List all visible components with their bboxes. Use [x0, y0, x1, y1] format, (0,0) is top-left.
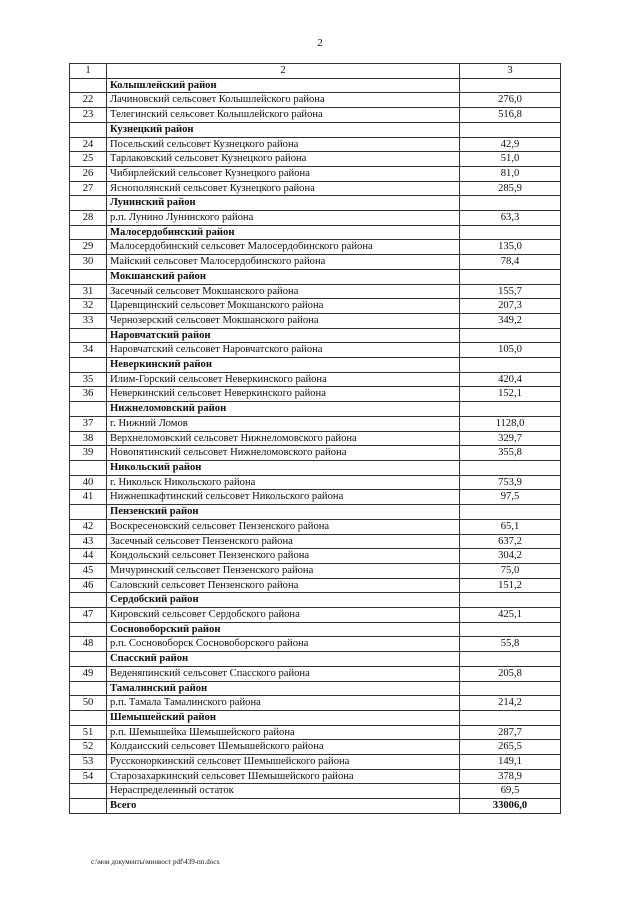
- amount-cell: [460, 505, 561, 520]
- row-number-cell: 29: [70, 240, 107, 255]
- row-number-cell: 54: [70, 769, 107, 784]
- header-cell-name: 2: [107, 64, 460, 79]
- row-number-cell: 24: [70, 137, 107, 152]
- settlement-name-cell: г. Никольск Никольского района: [107, 475, 460, 490]
- settlement-name-cell: Телегинский сельсовет Колышлейского района: [107, 108, 460, 123]
- table-row: [70, 299, 561, 314]
- table-row: [70, 755, 561, 770]
- row-number-cell: 40: [70, 475, 107, 490]
- amount-cell: 329,7: [460, 431, 561, 446]
- table-row: [70, 446, 561, 461]
- district-header-row: [70, 358, 561, 373]
- amount-cell: 355,8: [460, 446, 561, 461]
- table-row: [70, 475, 561, 490]
- row-number-cell: 52: [70, 740, 107, 755]
- row-number-cell: 44: [70, 549, 107, 564]
- amount-cell: 753,9: [460, 475, 561, 490]
- amount-cell: 420,4: [460, 372, 561, 387]
- row-number-cell: 22: [70, 93, 107, 108]
- table-row: [70, 284, 561, 299]
- settlement-name-cell: Засечный сельсовет Мокшанского района: [107, 284, 460, 299]
- total-row: [70, 799, 561, 814]
- table-row: [70, 313, 561, 328]
- settlement-name-cell: Кондольский сельсовет Пензенского района: [107, 549, 460, 564]
- table-row: [70, 211, 561, 226]
- district-header-row: [70, 328, 561, 343]
- table-row: [70, 372, 561, 387]
- table-row: [70, 549, 561, 564]
- district-name-cell: Шемышейский район: [107, 710, 460, 725]
- row-number-cell: 30: [70, 255, 107, 270]
- amount-cell: [460, 681, 561, 696]
- table-row: [70, 563, 561, 578]
- amount-cell: [460, 460, 561, 475]
- district-name-cell: Сосновоборский район: [107, 622, 460, 637]
- row-number-cell: 43: [70, 534, 107, 549]
- amount-cell: 97,5: [460, 490, 561, 505]
- district-header-row: [70, 622, 561, 637]
- table-row: [70, 137, 561, 152]
- district-header-row: [70, 269, 561, 284]
- amount-cell: [460, 78, 561, 93]
- amount-cell: 81,0: [460, 166, 561, 181]
- allocation-table-container: [69, 63, 560, 814]
- amount-cell: 637,2: [460, 534, 561, 549]
- settlement-name-cell: Майский сельсовет Малосердобинского района: [107, 255, 460, 270]
- district-header-row: [70, 710, 561, 725]
- row-number-cell: [70, 505, 107, 520]
- settlement-name-cell: Воскресеновский сельсовет Пензенского района: [107, 519, 460, 534]
- amount-cell: 42,9: [460, 137, 561, 152]
- footer-file-path: c:\мои документы\минвост pdf\439-пп.docx: [91, 858, 220, 866]
- amount-cell: 516,8: [460, 108, 561, 123]
- amount-cell: 105,0: [460, 343, 561, 358]
- amount-cell: 207,3: [460, 299, 561, 314]
- settlement-name-cell: г. Нижний Ломов: [107, 416, 460, 431]
- row-number-cell: 33: [70, 313, 107, 328]
- table-row: [70, 152, 561, 167]
- row-number-cell: 53: [70, 755, 107, 770]
- settlement-name-cell: Новопятинский сельсовет Нижнеломовского района: [107, 446, 460, 461]
- row-number-cell: 45: [70, 563, 107, 578]
- row-number-cell: [70, 196, 107, 211]
- row-number-cell: 34: [70, 343, 107, 358]
- settlement-name-cell: Верхнеломовский сельсовет Нижнеломовского района: [107, 431, 460, 446]
- amount-cell: 149,1: [460, 755, 561, 770]
- district-header-row: [70, 460, 561, 475]
- row-number-cell: 47: [70, 608, 107, 623]
- amount-cell: 1128,0: [460, 416, 561, 431]
- settlement-name-cell: р.п. Сосновоборск Сосновоборского района: [107, 637, 460, 652]
- settlement-name-cell: Саловский сельсовет Пензенского района: [107, 578, 460, 593]
- settlement-name-cell: Царевщинский сельсовет Мокшанского района: [107, 299, 460, 314]
- row-number-cell: [70, 710, 107, 725]
- row-number-cell: 35: [70, 372, 107, 387]
- amount-cell: [460, 225, 561, 240]
- row-number-cell: 25: [70, 152, 107, 167]
- row-number-cell: 23: [70, 108, 107, 123]
- table-row: [70, 769, 561, 784]
- row-number-cell: 27: [70, 181, 107, 196]
- row-number-cell: 46: [70, 578, 107, 593]
- amount-cell: [460, 269, 561, 284]
- amount-cell: [460, 593, 561, 608]
- row-number-cell: 28: [70, 211, 107, 226]
- district-name-cell: Малосердобинский район: [107, 225, 460, 240]
- amount-cell: 75,0: [460, 563, 561, 578]
- table-body: [70, 78, 561, 813]
- district-name-cell: Наровчатский район: [107, 328, 460, 343]
- table-row: [70, 181, 561, 196]
- table-row: [70, 637, 561, 652]
- settlement-name-cell: Руссконоркинский сельсовет Шемышейского района: [107, 755, 460, 770]
- table-row: [70, 696, 561, 711]
- amount-cell: 349,2: [460, 313, 561, 328]
- row-number-cell: [70, 328, 107, 343]
- table-row: [70, 240, 561, 255]
- amount-cell: [460, 358, 561, 373]
- amount-cell: 155,7: [460, 284, 561, 299]
- amount-cell: [460, 622, 561, 637]
- settlement-name-cell: Нижнешкафтинский сельсовет Никольского района: [107, 490, 460, 505]
- table-row: [70, 740, 561, 755]
- amount-cell: 55,8: [460, 637, 561, 652]
- settlement-name-cell: р.п. Тамала Тамалинского района: [107, 696, 460, 711]
- row-number-cell: 50: [70, 696, 107, 711]
- row-number-cell: [70, 652, 107, 667]
- row-number-cell: [70, 402, 107, 417]
- district-name-cell: Пензенский район: [107, 505, 460, 520]
- table-row: [70, 666, 561, 681]
- table-row: [70, 343, 561, 358]
- district-name-cell: Тамалинский район: [107, 681, 460, 696]
- district-name-cell: Никольский район: [107, 460, 460, 475]
- row-number-cell: 49: [70, 666, 107, 681]
- row-number-cell: [70, 460, 107, 475]
- settlement-name-cell: Тарлаковский сельсовет Кузнецкого района: [107, 152, 460, 167]
- row-number-cell: 51: [70, 725, 107, 740]
- amount-cell: 214,2: [460, 696, 561, 711]
- settlement-name-cell: Наровчатский сельсовет Наровчатского района: [107, 343, 460, 358]
- allocation-table: [69, 63, 561, 814]
- row-number-cell: 26: [70, 166, 107, 181]
- row-number-cell: [70, 78, 107, 93]
- row-number-cell: [70, 225, 107, 240]
- amount-cell: 63,3: [460, 211, 561, 226]
- settlement-name-cell: Илим-Горский сельсовет Неверкинского района: [107, 372, 460, 387]
- settlement-name-cell: Посельский сельсовет Кузнецкого района: [107, 137, 460, 152]
- table-row: [70, 93, 561, 108]
- table-row: [70, 725, 561, 740]
- district-header-row: [70, 593, 561, 608]
- amount-cell: 78,4: [460, 255, 561, 270]
- district-name-cell: Спасский район: [107, 652, 460, 667]
- row-number-cell: 37: [70, 416, 107, 431]
- district-name-cell: Колышлейский район: [107, 78, 460, 93]
- amount-cell: 65,1: [460, 519, 561, 534]
- row-number-cell: 32: [70, 299, 107, 314]
- row-number-cell: 31: [70, 284, 107, 299]
- amount-cell: 33006,0: [460, 799, 561, 814]
- header-cell-number: 1: [70, 64, 107, 79]
- row-number-cell: 48: [70, 637, 107, 652]
- amount-cell: 151,2: [460, 578, 561, 593]
- amount-cell: [460, 122, 561, 137]
- amount-cell: 378,9: [460, 769, 561, 784]
- header-cell-value: 3: [460, 64, 561, 79]
- table-row: [70, 166, 561, 181]
- page-number: 2: [317, 37, 323, 49]
- district-header-row: [70, 681, 561, 696]
- settlement-name-cell: Старозахаркинский сельсовет Шемышейского района: [107, 769, 460, 784]
- settlement-name-cell: Лачиновский сельсовет Колышлейского района: [107, 93, 460, 108]
- amount-cell: [460, 196, 561, 211]
- settlement-name-cell: Чибирлейский сельсовет Кузнецкого района: [107, 166, 460, 181]
- amount-cell: [460, 328, 561, 343]
- amount-cell: [460, 652, 561, 667]
- table-row: [70, 387, 561, 402]
- amount-cell: 287,7: [460, 725, 561, 740]
- amount-cell: 51,0: [460, 152, 561, 167]
- district-header-row: [70, 78, 561, 93]
- settlement-name-cell: Чернозерский сельсовет Мокшанского района: [107, 313, 460, 328]
- table-row: [70, 534, 561, 549]
- row-number-cell: [70, 681, 107, 696]
- amount-cell: 205,8: [460, 666, 561, 681]
- table-row: [70, 108, 561, 123]
- row-number-cell: 39: [70, 446, 107, 461]
- table-header-row: [70, 64, 561, 79]
- row-number-cell: 38: [70, 431, 107, 446]
- table-row: [70, 519, 561, 534]
- settlement-name-cell: Всего: [107, 799, 460, 814]
- amount-cell: 276,0: [460, 93, 561, 108]
- district-name-cell: Неверкинский район: [107, 358, 460, 373]
- amount-cell: 152,1: [460, 387, 561, 402]
- settlement-name-cell: Яснополянский сельсовет Кузнецкого района: [107, 181, 460, 196]
- district-header-row: [70, 402, 561, 417]
- settlement-name-cell: Нераспределенный остаток: [107, 784, 460, 799]
- settlement-name-cell: р.п. Лунино Лунинского района: [107, 211, 460, 226]
- amount-cell: 304,2: [460, 549, 561, 564]
- row-number-cell: [70, 784, 107, 799]
- district-header-row: [70, 652, 561, 667]
- amount-cell: 265,5: [460, 740, 561, 755]
- table-row: [70, 578, 561, 593]
- table-row: [70, 431, 561, 446]
- district-name-cell: Лунинский район: [107, 196, 460, 211]
- settlement-name-cell: Колдаисский сельсовет Шемышейского района: [107, 740, 460, 755]
- row-number-cell: 42: [70, 519, 107, 534]
- table-row: [70, 784, 561, 799]
- amount-cell: [460, 402, 561, 417]
- district-header-row: [70, 225, 561, 240]
- row-number-cell: [70, 622, 107, 637]
- settlement-name-cell: р.п. Шемышейка Шемышейского района: [107, 725, 460, 740]
- district-name-cell: Мокшанский район: [107, 269, 460, 284]
- district-name-cell: Сердобский район: [107, 593, 460, 608]
- amount-cell: 69,5: [460, 784, 561, 799]
- settlement-name-cell: Неверкинский сельсовет Неверкинского района: [107, 387, 460, 402]
- row-number-cell: 41: [70, 490, 107, 505]
- amount-cell: 425,1: [460, 608, 561, 623]
- row-number-cell: [70, 122, 107, 137]
- amount-cell: 285,9: [460, 181, 561, 196]
- table-row: [70, 416, 561, 431]
- row-number-cell: [70, 358, 107, 373]
- district-header-row: [70, 196, 561, 211]
- settlement-name-cell: Малосердобинский сельсовет Малосердобинского района: [107, 240, 460, 255]
- settlement-name-cell: Кировский сельсовет Сердобского района: [107, 608, 460, 623]
- table-row: [70, 490, 561, 505]
- row-number-cell: [70, 799, 107, 814]
- district-header-row: [70, 122, 561, 137]
- amount-cell: [460, 710, 561, 725]
- row-number-cell: 36: [70, 387, 107, 402]
- row-number-cell: [70, 593, 107, 608]
- table-row: [70, 608, 561, 623]
- row-number-cell: [70, 269, 107, 284]
- settlement-name-cell: Веденяпинский сельсовет Спасского района: [107, 666, 460, 681]
- district-name-cell: Кузнецкий район: [107, 122, 460, 137]
- settlement-name-cell: Засечный сельсовет Пензенского района: [107, 534, 460, 549]
- district-header-row: [70, 505, 561, 520]
- settlement-name-cell: Мичуринский сельсовет Пензенского района: [107, 563, 460, 578]
- amount-cell: 135,0: [460, 240, 561, 255]
- table-row: [70, 255, 561, 270]
- district-name-cell: Нижнеломовский район: [107, 402, 460, 417]
